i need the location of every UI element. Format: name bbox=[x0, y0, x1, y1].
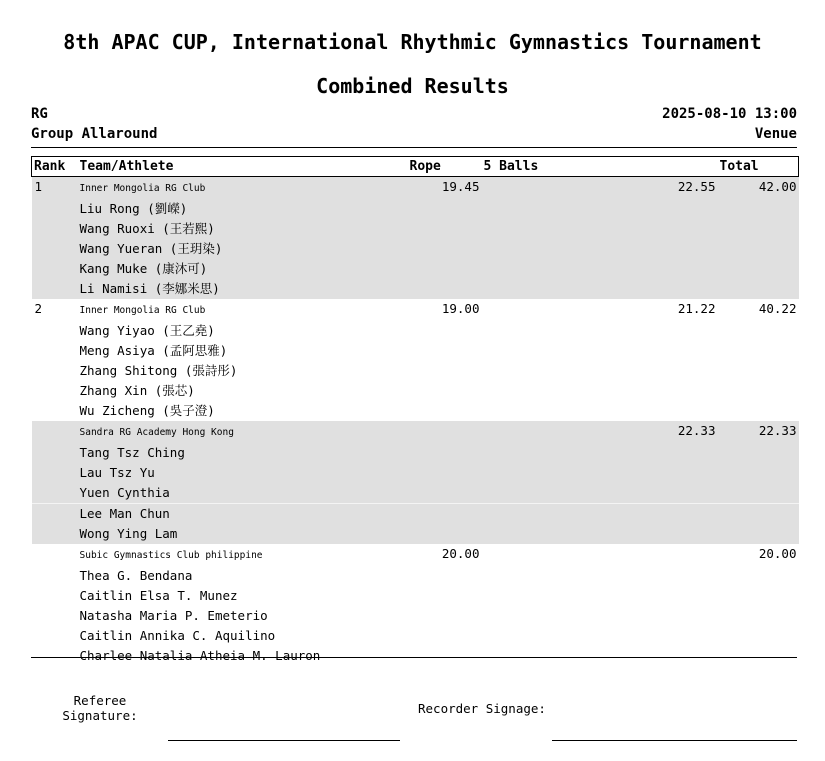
balls-score-cell: 22.55 bbox=[482, 177, 718, 200]
athlete-row bbox=[32, 586, 799, 606]
athlete-spacer bbox=[482, 401, 718, 421]
athlete-spacer bbox=[718, 361, 799, 381]
athlete-row bbox=[32, 606, 799, 626]
athlete-row bbox=[32, 361, 799, 381]
athlete-spacer bbox=[482, 504, 718, 525]
athlete-name: Li Namisi (李娜米思) bbox=[78, 279, 408, 299]
results-table bbox=[31, 156, 799, 666]
athlete-name: Wang Yiyao (王乙堯) bbox=[79, 323, 215, 338]
athlete-spacer bbox=[408, 361, 482, 381]
athlete-spacer bbox=[718, 443, 799, 463]
athlete-rank-spacer bbox=[32, 361, 78, 381]
athlete-spacer bbox=[718, 199, 799, 219]
athlete-spacer bbox=[408, 219, 482, 239]
athlete-rank-spacer bbox=[32, 239, 78, 259]
athlete-spacer bbox=[482, 463, 718, 483]
athlete-rank-spacer bbox=[32, 504, 78, 525]
athlete-name: Yuen Cynthia bbox=[78, 483, 408, 504]
athlete-spacer bbox=[408, 259, 482, 279]
athlete-rank-spacer bbox=[32, 443, 78, 463]
header-divider bbox=[31, 147, 797, 148]
results-body bbox=[32, 177, 799, 667]
athlete-name: Tang Tsz Ching bbox=[78, 443, 408, 463]
team-name: Subic Gymnastics Club philippine bbox=[79, 550, 263, 561]
column-header-total: Total bbox=[718, 157, 799, 177]
athlete-name: Natasha Maria P. Emeterio bbox=[79, 608, 268, 623]
team-row bbox=[32, 299, 799, 321]
athlete-row bbox=[32, 321, 799, 341]
athlete-rank-spacer bbox=[32, 483, 78, 504]
athlete-name: Charlee Natalia Atheia M. Lauron bbox=[79, 648, 321, 663]
athlete-spacer bbox=[482, 341, 718, 361]
rope-score-cell: 19.00 bbox=[441, 301, 480, 316]
athlete-spacer bbox=[408, 504, 482, 525]
athlete-name: Kang Muke (康沐可) bbox=[78, 259, 408, 279]
athlete-rank-spacer bbox=[32, 321, 78, 341]
athlete-spacer bbox=[408, 463, 482, 483]
team-row bbox=[32, 421, 799, 443]
column-header-team-athlete: Team/Athlete bbox=[78, 157, 408, 177]
athlete-rank-spacer bbox=[32, 524, 78, 544]
team-name: Inner Mongolia RG Club bbox=[79, 183, 206, 194]
athlete-spacer bbox=[718, 504, 799, 525]
athlete-spacer bbox=[718, 381, 799, 401]
footer-divider bbox=[31, 657, 797, 658]
rank-cell: 1 bbox=[32, 177, 78, 200]
athlete-row bbox=[32, 524, 799, 544]
athlete-rank-spacer bbox=[32, 586, 78, 606]
athlete-spacer bbox=[482, 259, 718, 279]
athlete-rank-spacer bbox=[32, 219, 78, 239]
athlete-spacer bbox=[408, 321, 482, 341]
rope-score-cell: 20.00 bbox=[441, 546, 480, 561]
referee-signature-label: Referee Signature: bbox=[62, 693, 138, 723]
athlete-spacer bbox=[482, 483, 718, 504]
balls-score-cell: 21.22 bbox=[677, 301, 716, 316]
balls-score-cell bbox=[482, 544, 718, 566]
athlete-spacer bbox=[718, 524, 799, 544]
athlete-name: Meng Asiya (孟阿思雅) bbox=[79, 343, 228, 358]
athlete-name: Wong Ying Lam bbox=[78, 524, 408, 544]
table-header-row bbox=[32, 157, 799, 177]
athlete-rank-spacer bbox=[32, 279, 78, 299]
athlete-row bbox=[32, 566, 799, 586]
athlete-spacer bbox=[718, 239, 799, 259]
athlete-spacer bbox=[482, 566, 718, 586]
category-label: Group Allaround bbox=[31, 126, 158, 142]
rope-score-cell: 19.45 bbox=[408, 177, 482, 200]
team-name: Inner Mongolia RG Club bbox=[79, 305, 206, 316]
athlete-rank-spacer bbox=[32, 646, 78, 666]
athlete-spacer bbox=[718, 483, 799, 504]
athlete-spacer bbox=[482, 524, 718, 544]
recorder-signature-label: Recorder Signage: bbox=[418, 701, 546, 716]
discipline-label: RG bbox=[31, 106, 48, 122]
team-row bbox=[32, 177, 799, 200]
referee-signature-line bbox=[168, 740, 400, 741]
athlete-spacer bbox=[718, 401, 799, 421]
athlete-spacer bbox=[718, 219, 799, 239]
document-title: 8th APAC CUP, International Rhythmic Gymnastics Tournament bbox=[63, 30, 762, 54]
athlete-name: Wang Ruoxi (王若熙) bbox=[78, 219, 408, 239]
athlete-rank-spacer bbox=[32, 259, 78, 279]
athlete-spacer bbox=[482, 646, 718, 666]
athlete-spacer bbox=[408, 566, 482, 586]
venue-label: Venue bbox=[754, 126, 797, 142]
athlete-spacer bbox=[718, 279, 799, 299]
athlete-name: Zhang Xin (張芯) bbox=[79, 383, 195, 398]
athlete-row bbox=[32, 401, 799, 421]
athlete-row bbox=[32, 504, 799, 525]
total-score-cell: 42.00 bbox=[718, 177, 799, 200]
athlete-spacer bbox=[408, 199, 482, 219]
athlete-row bbox=[32, 219, 799, 239]
athlete-row bbox=[32, 443, 799, 463]
athlete-rank-spacer bbox=[32, 606, 78, 626]
athlete-spacer bbox=[482, 443, 718, 463]
athlete-rank-spacer bbox=[32, 199, 78, 219]
athlete-spacer bbox=[718, 321, 799, 341]
athlete-name: Lau Tsz Yu bbox=[78, 463, 408, 483]
athlete-spacer bbox=[408, 483, 482, 504]
total-score-cell: 22.33 bbox=[718, 421, 799, 443]
athlete-spacer bbox=[408, 341, 482, 361]
athlete-rank-spacer bbox=[32, 463, 78, 483]
document-subtitle: Combined Results bbox=[316, 74, 509, 98]
team-cell bbox=[78, 177, 408, 200]
rank-cell bbox=[32, 421, 78, 443]
athlete-row bbox=[32, 239, 799, 259]
team-cell bbox=[78, 299, 408, 321]
athlete-spacer bbox=[718, 341, 799, 361]
athlete-spacer bbox=[482, 279, 718, 299]
athlete-spacer bbox=[718, 586, 799, 606]
column-header-balls: 5 Balls bbox=[482, 157, 718, 177]
athlete-row bbox=[32, 279, 799, 299]
athlete-spacer bbox=[408, 606, 482, 626]
balls-score-cell: 22.33 bbox=[482, 421, 718, 443]
datetime-label: 2025-08-10 13:00 bbox=[662, 106, 797, 122]
total-score-cell: 40.22 bbox=[758, 301, 797, 316]
athlete-spacer bbox=[718, 626, 799, 646]
team-row bbox=[32, 544, 799, 566]
athlete-spacer bbox=[718, 566, 799, 586]
athlete-spacer bbox=[408, 279, 482, 299]
rank-cell bbox=[32, 544, 78, 566]
athlete-row bbox=[32, 626, 799, 646]
athlete-spacer bbox=[408, 239, 482, 259]
column-header-rank: Rank bbox=[32, 157, 78, 177]
team-name: Sandra RG Academy Hong Kong bbox=[79, 427, 234, 438]
athlete-spacer bbox=[482, 321, 718, 341]
athlete-spacer bbox=[408, 626, 482, 646]
total-score-cell: 20.00 bbox=[758, 546, 797, 561]
athlete-spacer bbox=[408, 401, 482, 421]
recorder-signature-line bbox=[552, 740, 797, 741]
athlete-rank-spacer bbox=[32, 341, 78, 361]
athlete-spacer bbox=[482, 361, 718, 381]
athlete-spacer bbox=[718, 463, 799, 483]
athlete-spacer bbox=[718, 259, 799, 279]
athlete-spacer bbox=[482, 381, 718, 401]
athlete-row bbox=[32, 341, 799, 361]
athlete-name: Lee Man Chun bbox=[78, 504, 408, 525]
rope-score-cell bbox=[408, 421, 482, 443]
athlete-row bbox=[32, 483, 799, 504]
athlete-name: Thea G. Bendana bbox=[79, 568, 193, 583]
athlete-spacer bbox=[482, 219, 718, 239]
athlete-row bbox=[32, 463, 799, 483]
athlete-spacer bbox=[718, 606, 799, 626]
athlete-row bbox=[32, 259, 799, 279]
athlete-row bbox=[32, 381, 799, 401]
athlete-name: Wang Yueran (王玥染) bbox=[78, 239, 408, 259]
athlete-row bbox=[32, 199, 799, 219]
team-cell bbox=[78, 421, 408, 443]
column-header-rope: Rope bbox=[408, 157, 482, 177]
athlete-spacer bbox=[408, 646, 482, 666]
athlete-spacer bbox=[482, 199, 718, 219]
athlete-name: Wu Zicheng (吳子澄) bbox=[79, 403, 215, 418]
team-cell bbox=[78, 544, 408, 566]
athlete-spacer bbox=[482, 606, 718, 626]
athlete-spacer bbox=[482, 586, 718, 606]
athlete-spacer bbox=[408, 524, 482, 544]
athlete-spacer bbox=[718, 646, 799, 666]
athlete-spacer bbox=[408, 381, 482, 401]
athlete-spacer bbox=[408, 586, 482, 606]
rank-cell: 2 bbox=[34, 301, 43, 316]
athlete-spacer bbox=[482, 626, 718, 646]
athlete-rank-spacer bbox=[32, 401, 78, 421]
athlete-spacer bbox=[408, 443, 482, 463]
athlete-rank-spacer bbox=[32, 626, 78, 646]
athlete-row bbox=[32, 646, 799, 666]
athlete-name: Zhang Shitong (張詩彤) bbox=[79, 363, 238, 378]
athlete-rank-spacer bbox=[32, 381, 78, 401]
athlete-name: Liu Rong (劉嶸) bbox=[78, 199, 408, 219]
athlete-rank-spacer bbox=[32, 566, 78, 586]
athlete-name: Caitlin Annika C. Aquilino bbox=[79, 628, 276, 643]
athlete-spacer bbox=[482, 239, 718, 259]
athlete-name: Caitlin Elsa T. Munez bbox=[79, 588, 238, 603]
